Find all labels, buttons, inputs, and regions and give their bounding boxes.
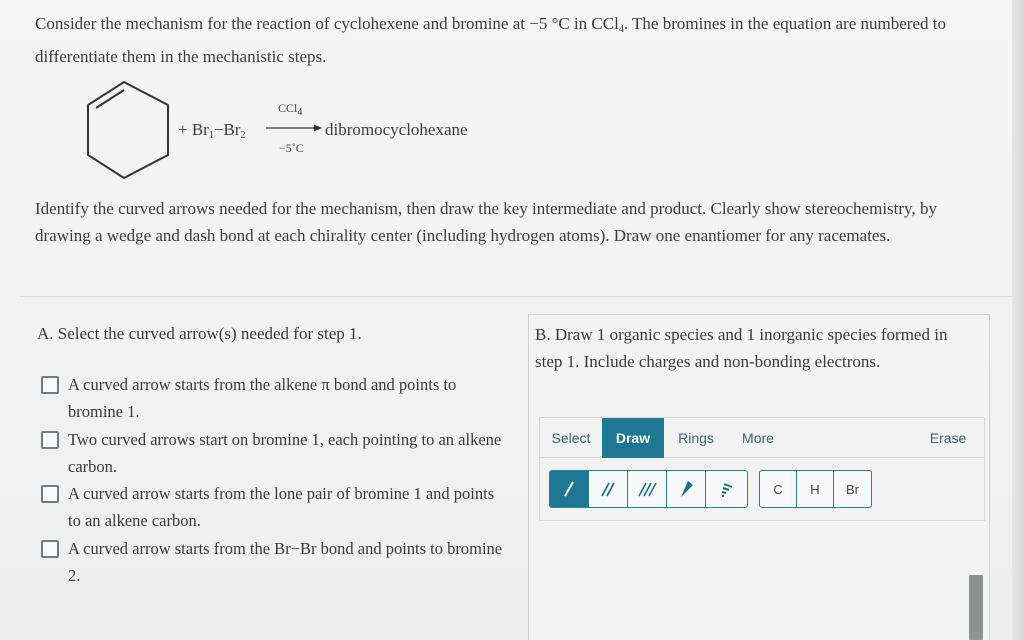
option-3-label: A curved arrow starts from the lone pair of bromine 1 and points to an alkene carbon. <box>68 484 495 530</box>
double-bond-tool[interactable] <box>589 471 628 507</box>
intro-text-1: Consider the mechanism for the reaction of cyclohexene and bromine at −5 °C in CCl <box>35 14 619 33</box>
bromine-reagent: + $Br_1-Br_2$ <box>178 120 246 141</box>
question-intro <box>35 10 1000 70</box>
drawing-toolbar <box>539 417 985 521</box>
option-1[interactable] <box>37 371 507 425</box>
double-bond-icon <box>599 480 617 498</box>
single-bond-icon <box>561 480 577 498</box>
single-bond-tool[interactable] <box>550 471 589 507</box>
option-4[interactable] <box>37 535 507 589</box>
atom-group <box>759 470 872 508</box>
page-edge <box>1012 0 1024 640</box>
tab-rings[interactable]: Rings <box>678 430 714 446</box>
cyclohexene-structure <box>80 75 185 185</box>
tab-more[interactable]: More <box>742 430 774 446</box>
intro-text-2: . The bromines in the equation are numbered to differentiate them in the mechanistic steps. <box>35 14 946 66</box>
product-label: dibromocyclohexane <box>325 120 468 139</box>
triple-bond-tool[interactable] <box>628 471 667 507</box>
triple-bond-icon <box>637 480 657 498</box>
toolbar-tabs <box>540 418 984 458</box>
option-2-label: Two curved arrows start on bromine 1, each pointing to an alkene carbon. <box>68 430 502 476</box>
tab-draw[interactable]: Draw <box>602 418 664 458</box>
dash-bond-icon <box>717 479 735 499</box>
option-4-label: A curved arrow starts from the Br−Br bond and points to bromine 2. <box>68 539 503 585</box>
part-a-panel <box>37 322 507 585</box>
option-3[interactable] <box>37 480 507 534</box>
instructions-text: Identify the curved arrows needed for the mechanism, then draw the key intermediate and product. Clearly show stereochemistry, by drawing a wedge and dash bond at each chirality center (including hydrogen atoms). Draw one enantiomer for any racemates. <box>35 199 937 245</box>
part-b-title: B. Draw 1 organic species and 1 inorganic species formed in step 1. Include charges and non-bonding electrons. <box>535 325 948 371</box>
dash-bond-tool[interactable] <box>706 471 745 507</box>
checkbox[interactable] <box>41 431 59 449</box>
wedge-bond-icon <box>677 479 695 499</box>
temperature-label: −5˚C <box>279 141 304 155</box>
bond-type-group <box>549 470 748 508</box>
double-bond-line <box>96 90 124 108</box>
solvent-label: CCl$_4$ <box>278 101 303 118</box>
reaction-equation <box>70 75 530 190</box>
atom-carbon-button[interactable]: C <box>760 471 797 507</box>
erase-button[interactable]: Erase <box>929 430 967 446</box>
divider <box>20 296 1015 297</box>
reaction-arrow-icon <box>266 123 322 133</box>
part-a-title: A. Select the curved arrow(s) needed for step 1. <box>37 324 362 343</box>
wedge-bond-tool[interactable] <box>667 471 706 507</box>
checkbox[interactable] <box>41 485 59 503</box>
option-1-label: A curved arrow starts from the alkene π bond and points to bromine 1. <box>68 375 457 421</box>
part-b-panel <box>528 314 990 640</box>
tab-select[interactable]: Select <box>551 430 591 446</box>
checkbox[interactable] <box>41 376 59 394</box>
intro-subscript: 4 <box>618 24 624 35</box>
atom-hydrogen-button[interactable]: H <box>797 471 834 507</box>
scrollbar-thumb[interactable] <box>969 575 983 640</box>
option-2[interactable] <box>37 426 507 480</box>
checkbox[interactable] <box>41 540 59 558</box>
atom-bromine-button[interactable]: Br <box>846 481 859 497</box>
